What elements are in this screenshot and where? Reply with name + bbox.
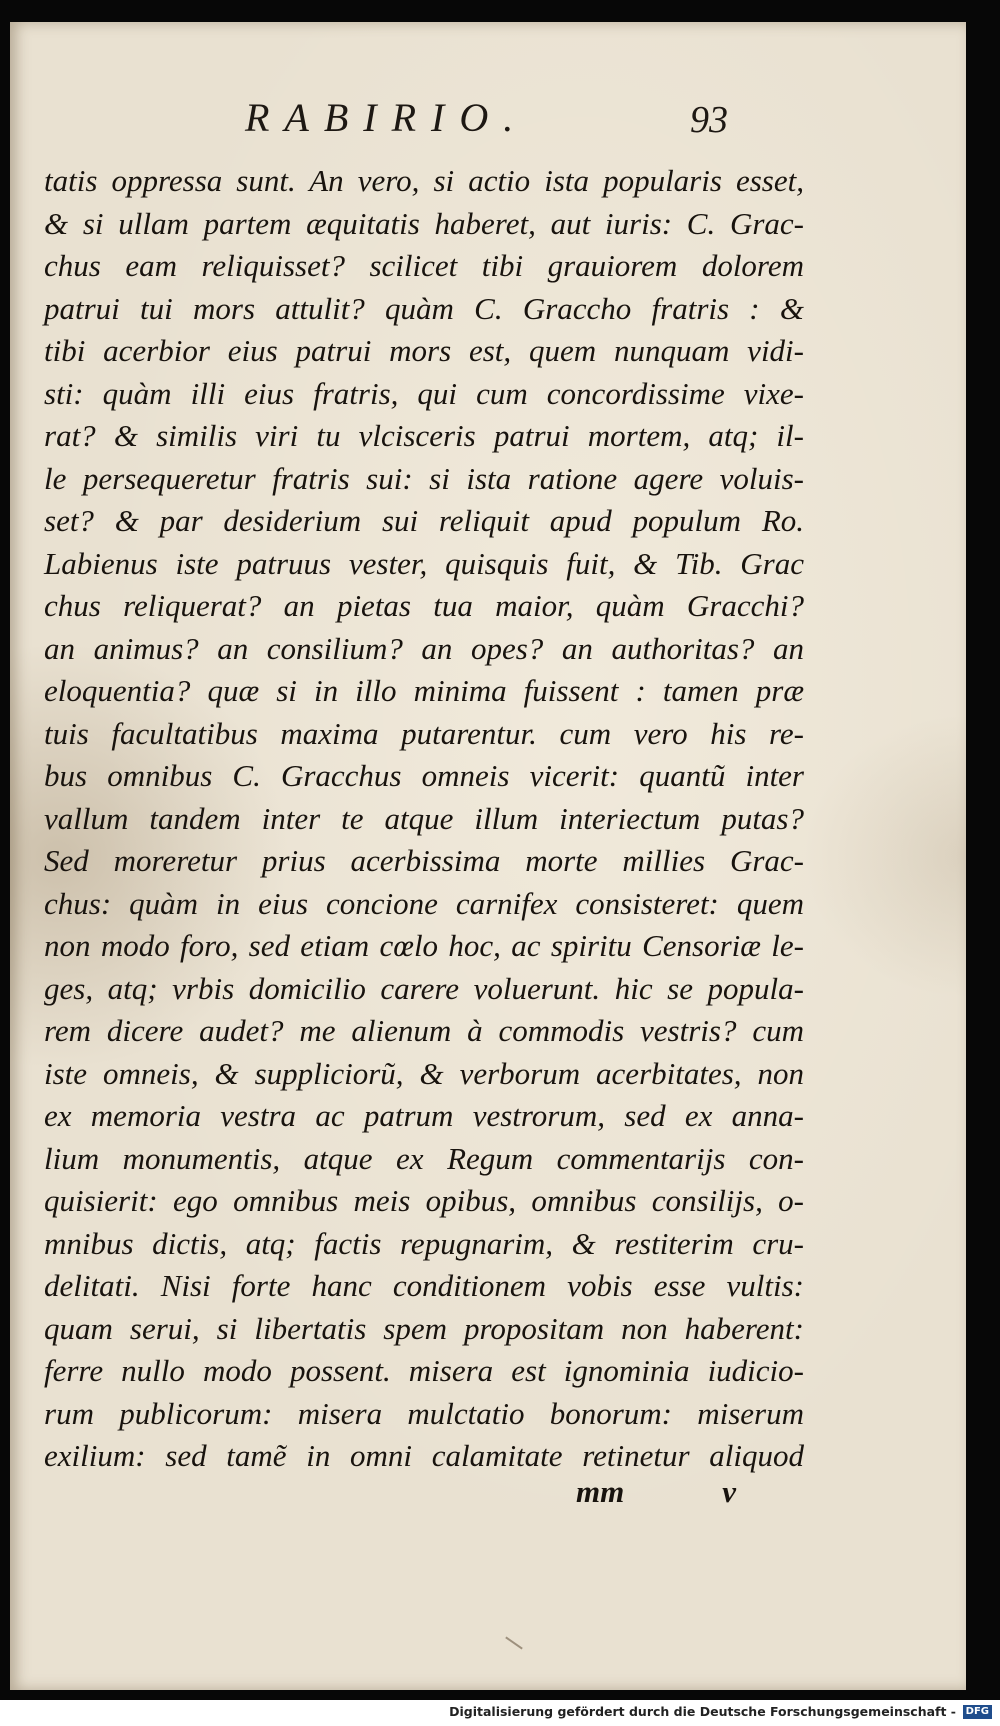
text-line: Labienus iste patruus vester, quisquis fuit, & Tib. Grac	[44, 545, 804, 581]
text-line: Sed moreretur prius acerbissima morte millies Grac-	[44, 843, 804, 878]
signature-mark: mm	[576, 1474, 625, 1509]
text-line: rum publicorum: misera mulctatio bonorum: miserum	[44, 1395, 804, 1431]
footer-bar	[0, 1700, 1000, 1726]
text-line: exilium: sed tamẽ in omni calamitate retinetur aliquod	[44, 1438, 804, 1473]
running-title: RABIRIO.	[245, 95, 529, 140]
text-line: mnibus dictis, atq; factis repugnarim, & restiterim cru-	[44, 1225, 804, 1261]
book-page	[10, 22, 966, 1690]
text-line: bus omnibus C. Gracchus omneis vicerit: quantũ inter	[44, 758, 804, 793]
text-line: quam serui, si libertatis spem propositam non haberent:	[44, 1310, 804, 1346]
signature-letter: v	[722, 1474, 736, 1509]
funding-credit: Digitalisierung gefördert durch die Deutsche Forschungsgemeinschaft -	[449, 1704, 956, 1719]
text-line: lium monumentis, atque ex Regum commentarijs con-	[44, 1140, 804, 1176]
text-line: chus reliquerat? an pietas tua maior, quàm Gracchi?	[44, 588, 804, 623]
text-line: tatis oppressa sunt. An vero, si actio ista popularis esset,	[44, 163, 804, 198]
text-line: tuis facultatibus maxima putarentur. cum vero his re-	[44, 715, 804, 751]
text-line: tibi acerbior eius patrui mors est, quem nunquam vidi-	[44, 333, 804, 368]
text-line: quisierit: ego omnibus meis opibus, omnibus consilijs, o-	[44, 1183, 804, 1218]
text-line: eloquentia? quæ si in illo minima fuissent : tamen præ	[44, 673, 804, 708]
text-line: iste omneis, & suppliciorũ, & verborum acerbitates, non	[44, 1055, 804, 1091]
text-line: & si ullam partem æquitatis haberet, aut iuris: C. Grac-	[44, 205, 804, 241]
text-line: sti: quàm illi eius fratris, qui cum concordissime vixe-	[44, 375, 804, 411]
text-line: patrui tui mors attulit? quàm C. Graccho fratris : &	[44, 290, 804, 326]
text-line: delitati. Nisi forte hanc conditionem vobis esse vultis:	[44, 1268, 804, 1303]
page-blemish	[505, 1636, 523, 1649]
page-number: 93	[690, 99, 728, 141]
signature-marks	[576, 1474, 736, 1510]
text-line: non modo foro, sed etiam cœlo hoc, ac spiritu Censoriæ le-	[44, 928, 804, 963]
text-line: chus eam reliquisset? scilicet tibi grauiorem dolorem	[44, 248, 804, 283]
text-line: rat? & similis viri tu vlcisceris patrui mortem, atq; il-	[44, 418, 804, 453]
text-line: ges, atq; vrbis domicilio carere voluerunt. hic se popula-	[44, 970, 804, 1006]
text-line: chus: quàm in eius concione carnifex consisteret: quem	[44, 885, 804, 921]
text-line: ferre nullo modo possent. misera est ignominia iudicio-	[44, 1353, 804, 1388]
text-line: an animus? an consilium? an opes? an authoritas? an	[44, 630, 804, 666]
text-line: ex memoria vestra ac patrum vestrorum, sed ex anna-	[44, 1098, 804, 1133]
text-line: le persequeretur fratris sui: si ista ratione agere voluis-	[44, 460, 804, 496]
page-header	[10, 94, 966, 154]
text-line: vallum tandem inter te atque illum interiectum putas?	[44, 800, 804, 836]
body-text	[44, 160, 804, 1478]
text-line: rem dicere audet? me alienum à commodis vestris? cum	[44, 1013, 804, 1048]
text-line: set? & par desiderium sui reliquit apud populum Ro.	[44, 503, 804, 538]
dfg-logo: DFG	[963, 1705, 992, 1719]
